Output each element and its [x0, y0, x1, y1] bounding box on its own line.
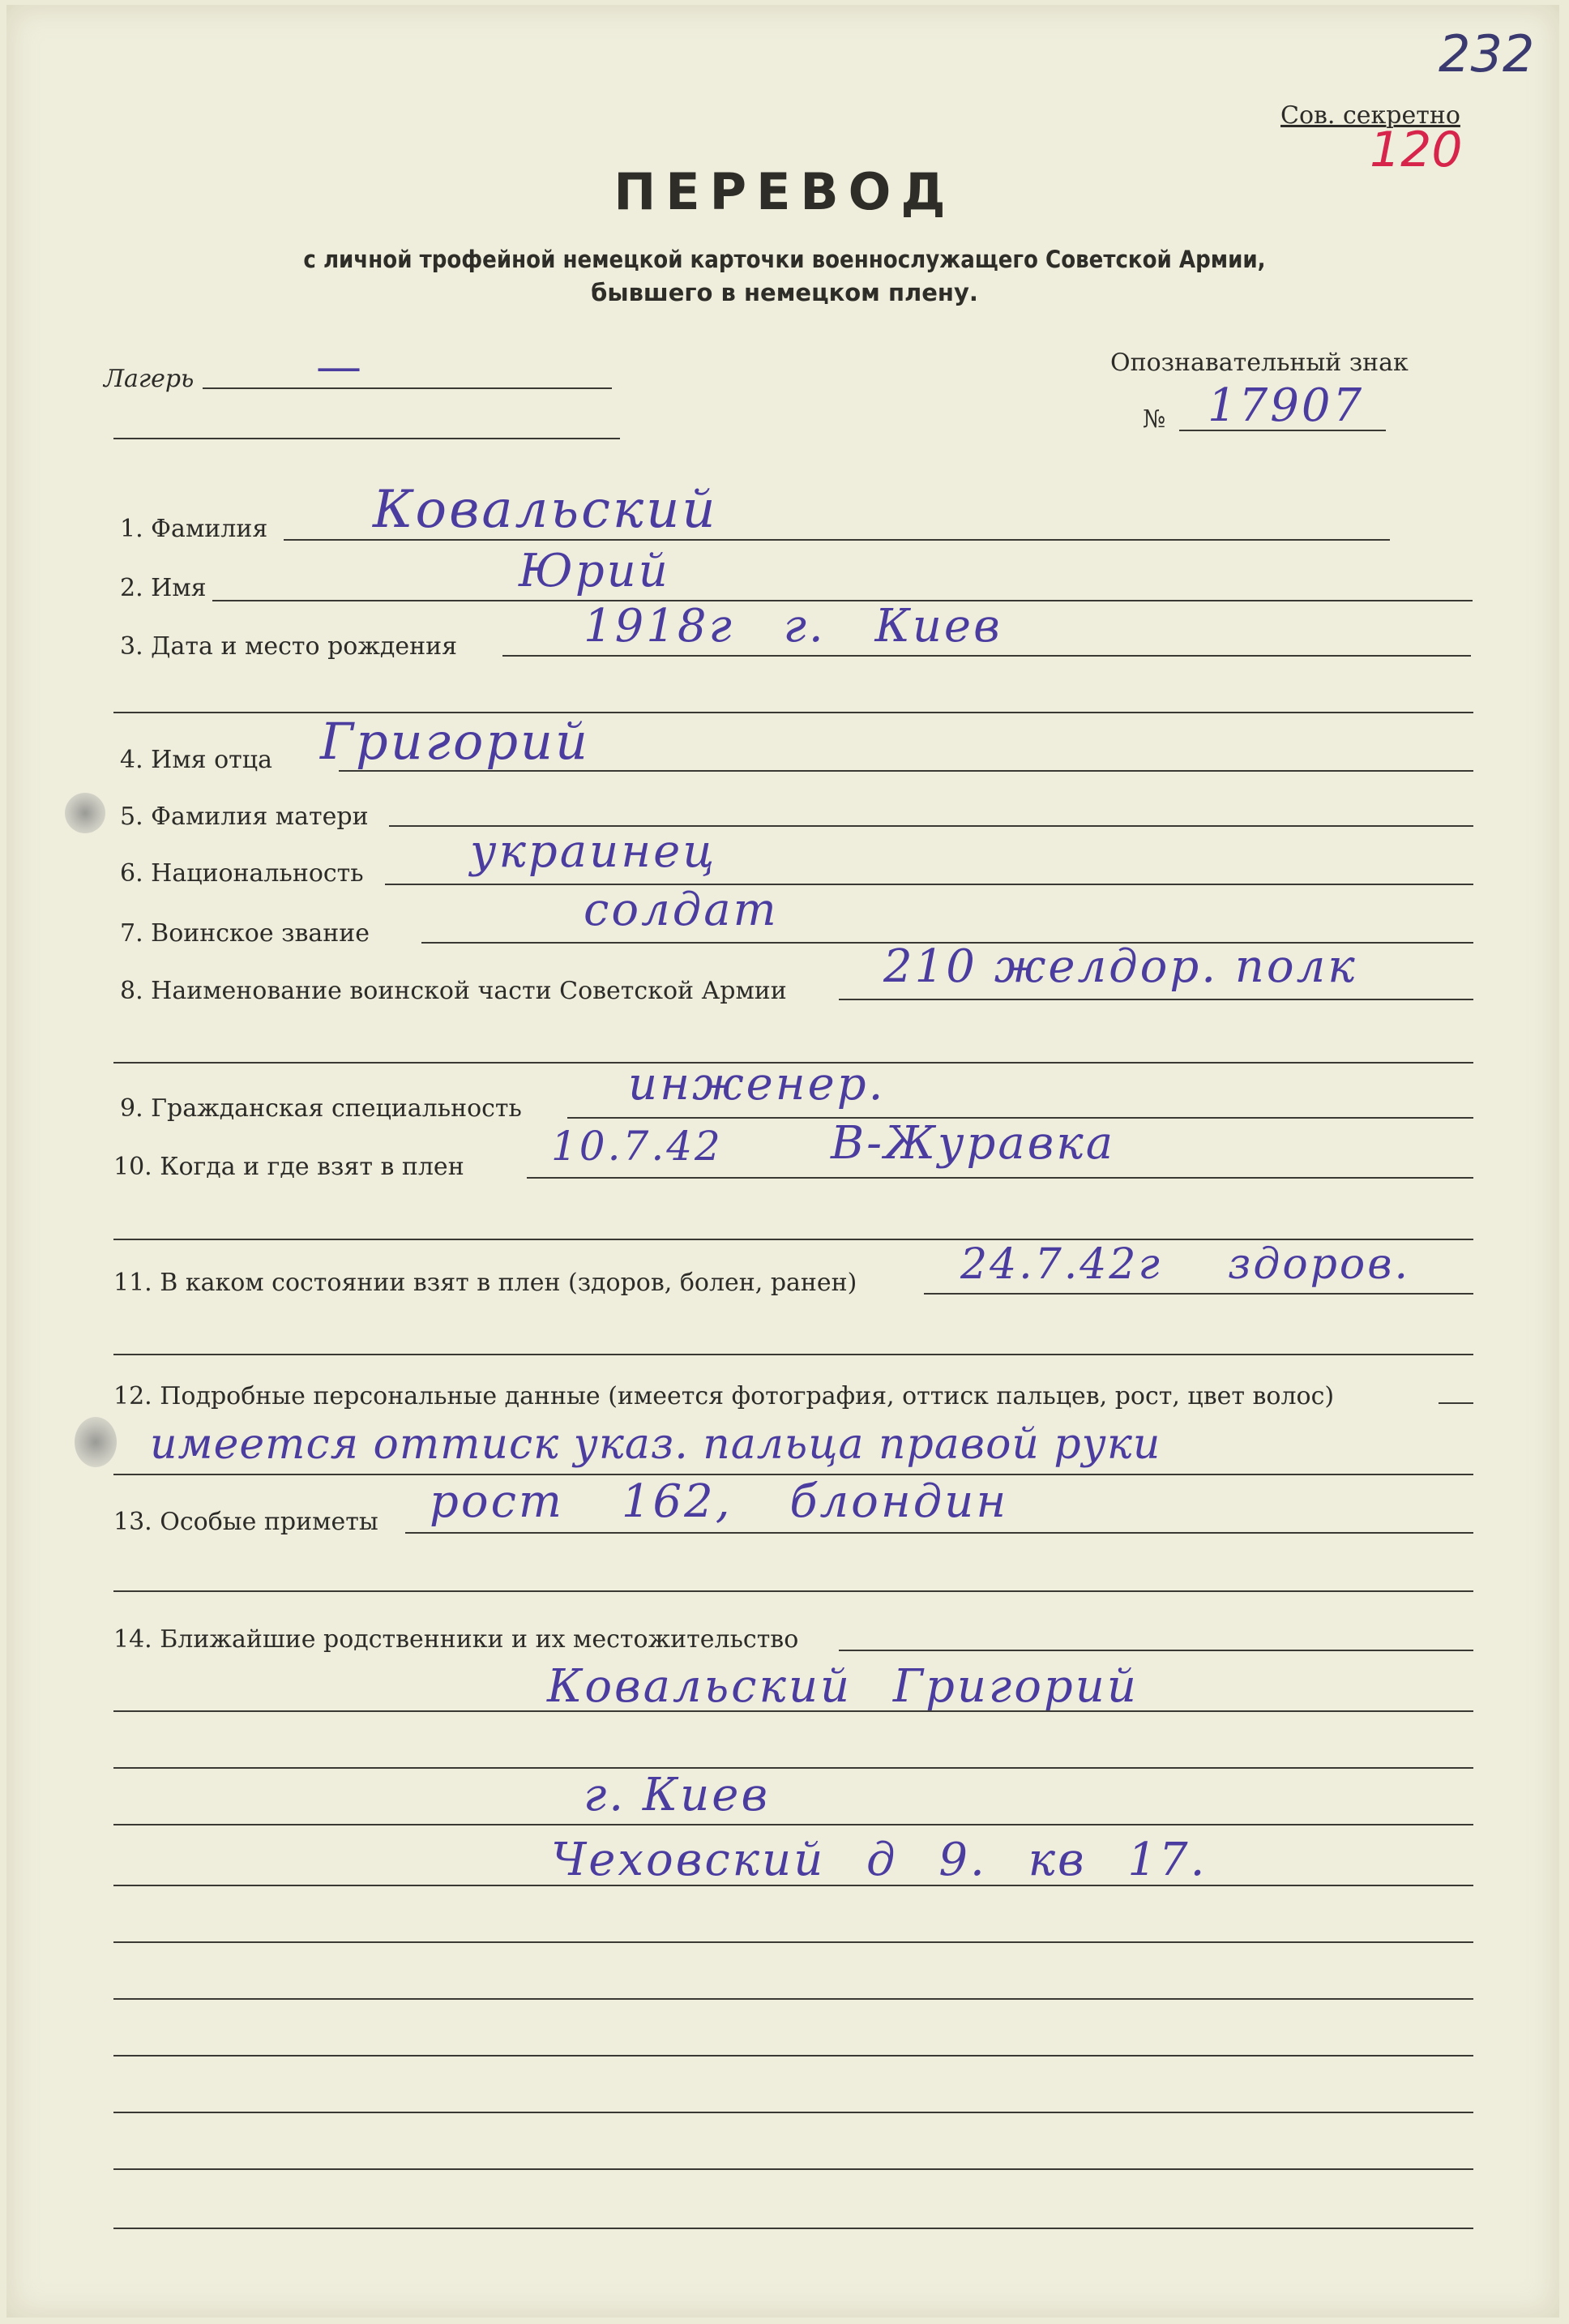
page-title: ПЕРЕВОД: [613, 162, 956, 221]
field-3-value: 1918г г. Киев: [584, 600, 1003, 653]
field-3-line-2: [113, 712, 1473, 713]
field-12-line: [1439, 1402, 1473, 1404]
field-1-value: Ковальский: [373, 480, 718, 540]
field-12-label: 12. Подробные персональные данные (имеется фотография, оттиск пальцев, рост, цвет волос): [113, 1382, 1335, 1410]
field-14-line-d: [113, 1885, 1473, 1886]
archive-number: 232: [1439, 24, 1535, 83]
secrecy-mark: Сов. секретно: [1280, 101, 1460, 130]
field-9-value: инженер.: [628, 1058, 886, 1111]
field-13-line: [405, 1532, 1473, 1534]
field-3-line: [502, 655, 1471, 657]
field-14-line: [839, 1650, 1473, 1651]
field-14-label: 14. Ближайшие родственники и их местожительство: [113, 1625, 799, 1654]
field-7-label: 7. Воинское звание: [120, 919, 370, 948]
field-14-line-e: [113, 1941, 1473, 1943]
field-11-date: 24.7.42г: [960, 1240, 1162, 1289]
punch-hole-bottom: [75, 1417, 117, 1467]
field-11-value: здоров.: [1228, 1240, 1411, 1289]
page-subtitle-2: бывшего в немецком плену.: [591, 279, 978, 306]
punch-hole-top: [65, 793, 105, 833]
field-8-label: 8. Наименование воинской части Советской Армии: [120, 977, 787, 1005]
field-3-label: 3. Дата и место рождения: [120, 632, 458, 661]
camp-value: —: [316, 340, 364, 393]
old-archive-number: 120: [1370, 122, 1463, 178]
field-4-label: 4. Имя отца: [120, 746, 272, 774]
field-10-date: 10.7.42: [551, 1123, 723, 1170]
field-2-value: Юрий: [519, 545, 670, 597]
field-9-label: 9. Гражданская специальность: [120, 1094, 522, 1123]
field-14-line-c: [113, 1824, 1473, 1825]
tag-value: 17907: [1208, 379, 1365, 432]
field-13-label: 13. Особые приметы: [113, 1508, 378, 1536]
field-13-line-2: [113, 1590, 1473, 1592]
field-1-label: 1. Фамилия: [120, 515, 268, 543]
field-6-line: [385, 884, 1473, 885]
field-14-line-b: [113, 1767, 1473, 1769]
tag-prefix: №: [1143, 405, 1166, 434]
field-11-line-2: [113, 1354, 1473, 1355]
field-11-label: 11. В каком состоянии взят в плен (здоров, болен, ранен): [113, 1269, 857, 1297]
field-13-value: рост 162, блондин: [430, 1475, 1009, 1528]
field-8-line: [839, 999, 1473, 1000]
field-14-line-i: [113, 2168, 1473, 2170]
field-8-value: 210 желдор. полк: [883, 940, 1357, 993]
field-14-line1: Ковальский Григорий: [547, 1660, 1139, 1713]
field-12-value: имеется оттиск указ. пальца правой руки: [150, 1420, 1161, 1469]
field-14-line-g: [113, 2055, 1473, 2057]
camp-label: Лагерь: [104, 365, 195, 393]
field-6-value: украинец: [470, 825, 717, 878]
field-10-place: В-Журавка: [831, 1117, 1116, 1170]
field-14-line3: Чеховский д 9. кв 17.: [551, 1834, 1208, 1886]
field-14-line-j: [113, 2228, 1473, 2229]
field-2-label: 2. Имя: [120, 574, 207, 602]
field-6-label: 6. Национальность: [120, 859, 364, 888]
field-10-line: [527, 1177, 1473, 1179]
camp-line: [203, 387, 612, 389]
camp-line-2: [113, 438, 620, 439]
field-14-line-h: [113, 2112, 1473, 2113]
field-14-line-f: [113, 1998, 1473, 2000]
field-14-line-a: [113, 1710, 1473, 1712]
field-11-line: [924, 1293, 1473, 1295]
field-7-value: солдат: [584, 884, 779, 936]
field-14-line2: г. Киев: [584, 1769, 771, 1821]
page-subtitle-1: с личной трофейной немецкой карточки военнослужащего Советской Армии,: [303, 246, 1266, 273]
tag-label: Опознавательный знак: [1110, 349, 1409, 377]
field-4-value: Григорий: [320, 712, 590, 771]
field-10-label: 10. Когда и где взят в плен: [113, 1153, 464, 1181]
field-5-label: 5. Фамилия матери: [120, 802, 369, 831]
